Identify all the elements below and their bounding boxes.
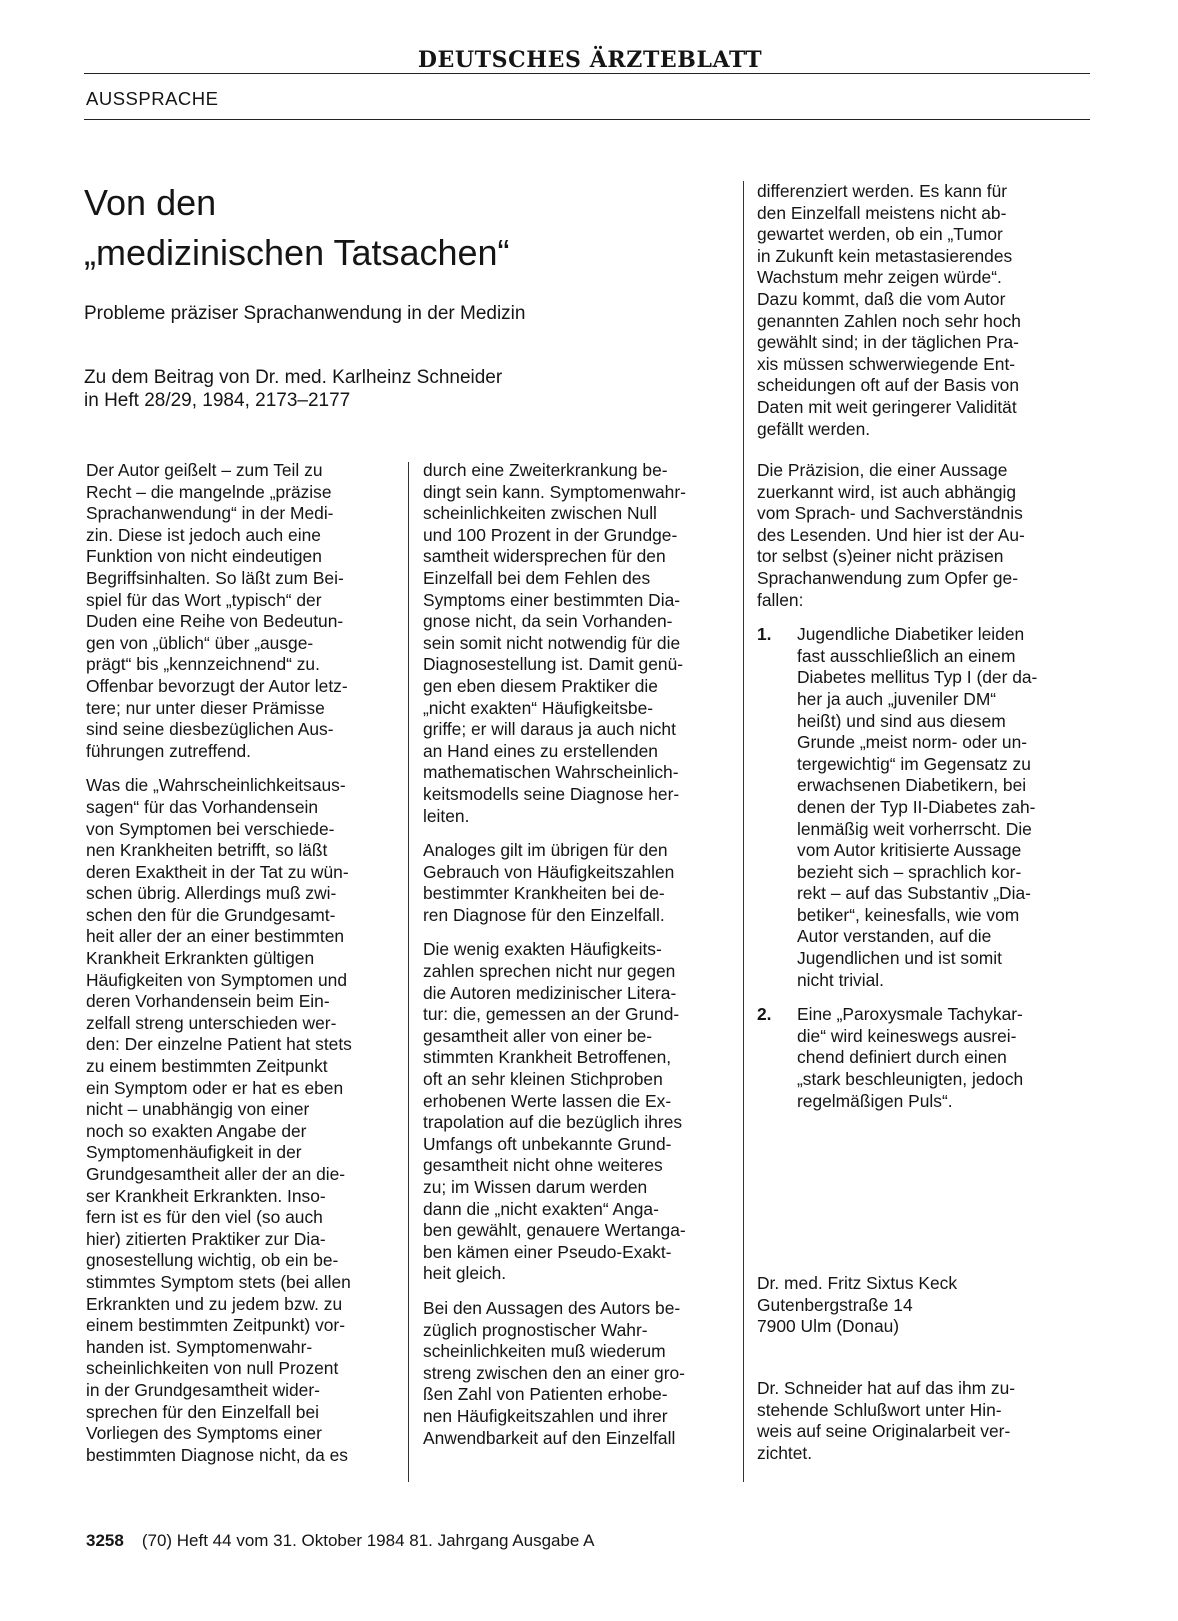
text-line: ren Diagnose für den Einzelfall. [423,904,665,925]
text-line: Krankheit Erkrankten gültigen [86,948,315,969]
item-line: Autor verstanden, auf die [797,926,992,947]
paragraph-gap [757,611,1072,624]
text-line: stehende Schlußwort unter Hin- [757,1399,1002,1420]
text-line: schen den für die Grundgesamt- [86,904,336,925]
text-line: zelfall streng unterschieden wer- [86,1012,337,1033]
text-line: den Einzelfall meistens nicht ab- [757,202,1007,223]
item-line: regelmäßigen Puls“. [797,1090,953,1111]
text-line: ben gewählt, genauere Wertanga- [423,1220,686,1241]
text-line: an Hand eines zu erstellenden [423,740,658,761]
text-line: leiten. [423,805,470,826]
text-line: dann die „nicht exakten“ Anga- [423,1198,659,1219]
text-line: scheinlichkeiten muß wiederum [423,1341,666,1362]
text-line: Begriffsinhalten. So läßt zum Bei- [86,567,344,588]
text-line: ben kämen einer Pseudo-Exakt- [423,1241,672,1262]
text-line: noch so exakten Angabe der [86,1120,307,1141]
text-line: Anwendbarkeit auf den Einzelfall [423,1427,676,1448]
text-line: tere; nur unter dieser Prämisse [86,697,325,718]
item-line: betiker“, keinesfalls, wie vom [797,904,1020,925]
text-line: gesamtheit nicht ohne weiteres [423,1155,663,1176]
text-line: deren Vorhandensein beim Ein- [86,991,330,1012]
text-line: gnose nicht, da sein Vorhanden- [423,611,673,632]
item-number: 2. [757,1004,772,1025]
text-line: nen Häufigkeitszahlen und ihrer [423,1405,668,1426]
item-line: denen der Typ II-Diabetes zah- [797,796,1036,817]
paragraph-gap [423,1285,735,1298]
text-line: weis auf seine Originalarbeit ver- [757,1421,1011,1442]
text-line: Bei den Aussagen des Autors be- [423,1297,681,1318]
text-line: ßen Zahl von Patienten erhobe- [423,1384,668,1405]
text-column-1 [86,460,398,1466]
text-line: züglich prognostischer Wahr- [423,1319,648,1340]
text-line: des Lesenden. Und hier ist der Au- [757,524,1025,545]
text-line: scheinlichkeiten von null Prozent [86,1358,339,1379]
item-line: fast ausschließlich an einem [797,645,1016,666]
text-line: deren Exaktheit in der Tat zu wün- [86,861,349,882]
text-line: oft an sehr kleinen Stichproben [423,1069,663,1090]
column-divider [743,181,744,1482]
text-line: nicht – unabhängig von einer [86,1099,310,1120]
text-line: Dr. Schneider hat auf das ihm zu- [757,1378,1016,1398]
text-line: Vorliegen des Symptoms einer [86,1423,322,1444]
item-number: 1. [757,624,772,645]
item-line: tergewichtig“ im Gegensatz zu [797,753,1031,774]
item-line: nicht trivial. [797,969,884,990]
text-line: griffe; er will daraus ja auch nicht [423,719,676,740]
masthead: DEUTSCHES ÄRZTEBLATT [417,47,763,73]
text-line: stimmtes Symptom stets (bei allen [86,1271,351,1292]
text-line: dingt sein kann. Symptomenwahr- [423,481,686,502]
text-line: gewartet werden, ob ein „Tumor [757,224,1003,245]
text-line: Sprachanwendung zum Opfer ge- [757,567,1019,588]
text-line: Sprachanwendung“ in der Medi- [86,503,334,524]
section-rule [84,119,1090,120]
text-line: Analoges gilt im übrigen für den [423,840,668,861]
item-line: heißt) und sind aus diesem [797,710,1006,731]
text-line: zu; im Wissen darum werden [423,1177,648,1197]
text-line: vom Sprach- und Sachverständnis [757,503,1023,524]
title-line: Von den [84,182,217,223]
text-column-2 [423,460,735,1449]
text-line: und 100 Prozent in der Grundge- [423,524,678,545]
text-line: in der Grundgesamtheit wider- [86,1379,320,1400]
text-line: heit aller der an einer bestimmten [86,926,345,947]
text-line: stimmten Krankheit Betroffenen, [423,1047,672,1068]
text-line: Funktion von nicht eindeutigen [86,546,322,567]
page-number: 3258 [86,1531,124,1550]
text-line: tor selbst (s)einer nicht präzisen [757,546,1004,567]
signature-line: Gutenbergstraße 14 [757,1294,913,1315]
text-line: zin. Diese ist jedoch auch eine [86,524,321,545]
text-line: sagen“ für das Vorhandensein [86,796,319,817]
title-line: „medizinischen Tatsachen“ [84,232,510,273]
text-line: Was die „Wahrscheinlichkeitsaus- [86,775,346,796]
item-line: chend definiert durch einen [797,1047,1007,1068]
text-line: bestimmter Krankheiten bei de- [423,883,665,904]
article-subtitle: Probleme präziser Sprachanwendung in der Medizin [84,303,526,324]
section-label: AUSSPRACHE [86,88,219,109]
text-line: Die wenig exakten Häufigkeits- [423,939,662,960]
item-line: Jugendlichen und ist somit [797,948,1002,969]
item-line: bezieht sich – sprachlich kor- [797,861,1022,882]
reference-line: in Heft 28/29, 1984, 2173–2177 [84,390,351,411]
text-line: durch eine Zweiterkrankung be- [423,460,668,480]
text-line: Erkrankten und zu jedem bzw. zu [86,1293,343,1314]
text-line: trapolation auf die bezüglich ihres [423,1112,683,1133]
page-footer [86,1531,595,1551]
text-line: einem bestimmten Zeitpunkt) vor- [86,1315,346,1336]
text-line: keitsmodells seine Diagnose her- [423,783,680,804]
text-line: xis müssen schwerwiegende Ent- [757,353,1016,374]
text-line: zahlen sprechen nicht nur gegen [423,961,676,982]
item-line: Jugendliche Diabetiker leiden [797,624,1025,645]
text-line: sein somit nicht notwendig für die [423,632,681,653]
text-line: zichtet. [757,1442,813,1463]
text-line: die Autoren medizinischer Litera- [423,982,677,1003]
text-line: Die Präzision, die einer Aussage [757,460,1008,480]
text-line: streng zwischen den an einer gro- [423,1362,685,1383]
text-line: ser Krankheit Erkrankten. Inso- [86,1185,326,1206]
text-column-3-top [757,181,1072,440]
text-line: gnosestellung wichtig, ob ein be- [86,1250,339,1271]
text-line: erhobenen Werte lassen die Ex- [423,1090,672,1111]
text-line: Daten mit weit geringerer Validität [757,396,1017,417]
text-line: tur: die, gemessen an der Grund- [423,1004,680,1025]
text-line: gen eben diesem Praktiker die [423,675,658,696]
signature-line: Dr. med. Fritz Sixtus Keck [757,1273,958,1293]
column-divider [408,462,409,1482]
numbered-item [757,1004,1072,1112]
closing-note [757,1378,1072,1464]
text-line: hier) zitierten Praktiker zur Dia- [86,1228,326,1249]
text-line: sind seine diesbezüglichen Aus- [86,719,334,740]
text-line: genannten Zahlen noch sehr hoch [757,310,1021,331]
item-line: erwachsenen Diabetikern, bei [797,775,1027,796]
article-title [84,178,510,278]
text-line: schen übrig. Allerdings muß zwi- [86,883,337,904]
text-line: scheidungen oft auf der Basis von [757,375,1019,396]
text-line: den: Der einzelne Patient hat stets [86,1034,352,1055]
text-line: Dazu kommt, daß die vom Autor [757,288,1006,309]
text-line: prägt“ bis „kennzeichnend“ zu. [86,654,320,675]
signature-line: 7900 Ulm (Donau) [757,1316,900,1337]
item-line: Diabetes mellitus Typ I (der da- [797,667,1038,688]
issue-details: (70) Heft 44 vom 31. Oktober 1984 81. Jahrgang Ausgabe A [141,1531,595,1550]
text-line: Recht – die mangelnde „präzise [86,481,332,502]
text-line: bestimmten Diagnose nicht, da es [86,1444,348,1465]
text-line: von Symptomen bei verschiede- [86,818,335,839]
text-line: Umfangs oft unbekannte Grund- [423,1133,672,1154]
paragraph-gap [423,926,735,939]
text-line: „nicht exakten“ Häufigkeitsbe- [423,697,654,718]
text-line: heit gleich. [423,1263,507,1284]
numbered-item [757,624,1072,991]
masthead-rule [84,73,1090,74]
text-line: mathematischen Wahrscheinlich- [423,762,679,783]
text-line: nen Krankheiten betrifft, so läßt [86,840,328,861]
text-line: ein Symptom oder er hat es eben [86,1077,344,1098]
text-line: führungen zutreffend. [86,740,252,761]
reference-line: Zu dem Beitrag von Dr. med. Karlheinz Schneider [84,367,503,388]
text-line: gewählt sind; in der täglichen Pra- [757,332,1019,353]
paragraph-gap [86,762,398,775]
paragraph-gap [423,827,735,840]
text-line: Einzelfall bei dem Fehlen des [423,567,651,588]
item-line: vom Autor kritisierte Aussage [797,840,1022,861]
text-line: sprechen für den Einzelfall bei [86,1401,319,1422]
text-line: Offenbar bevorzugt der Autor letz- [86,675,348,696]
text-line: Diagnosestellung ist. Damit genü- [423,654,684,675]
text-line: Duden eine Reihe von Bedeutun- [86,611,344,632]
text-line: gefällt werden. [757,418,871,439]
text-line: handen ist. Symptomenwahr- [86,1336,313,1357]
text-line: Der Autor geißelt – zum Teil zu [86,460,323,480]
text-line: gen von „üblich“ über „ausge- [86,632,314,653]
text-line: fern ist es für den viel (so auch [86,1207,323,1228]
text-line: zuerkannt wird, ist auch abhängig [757,481,1017,502]
text-line: Symptomenhäufigkeit in der [86,1142,302,1163]
paragraph-gap [757,991,1072,1004]
text-line: scheinlichkeiten zwischen Null [423,503,657,524]
text-line: Symptoms einer bestimmten Dia- [423,589,681,610]
text-line: spiel für das Wort „typisch“ der [86,589,322,610]
text-line: Gebrauch von Häufigkeitszahlen [423,861,675,882]
text-line: differenziert werden. Es kann für [757,181,1008,201]
text-line: fallen: [757,589,804,610]
item-line: Eine „Paroxysmale Tachykar- [797,1004,1023,1025]
text-column-3 [757,460,1072,1112]
text-line: samtheit widersprechen für den [423,546,666,567]
item-line: her ja auch „juveniler DM“ [797,688,997,709]
article-reference [84,366,502,412]
item-line: „stark beschleunigten, jedoch [797,1069,1024,1090]
text-line: gesamtheit aller von einer be- [423,1025,653,1046]
text-line: zu einem bestimmten Zeitpunkt [86,1056,328,1077]
author-signature [757,1273,1072,1338]
text-line: Wachstum mehr zeigen würde“. [757,267,1002,288]
text-line: Häufigkeiten von Symptomen und [86,969,348,990]
item-line: die“ wird keineswegs ausrei- [797,1025,1017,1046]
item-line: Grunde „meist norm- oder un- [797,732,1028,753]
text-line: Grundgesamtheit aller der an die- [86,1164,346,1184]
item-line: lenmäßig weit vorherrscht. Die [797,818,1032,839]
text-line: in Zukunft kein metastasierendes [757,245,1013,266]
item-line: rekt – auf das Substantiv „Dia- [797,883,1031,904]
